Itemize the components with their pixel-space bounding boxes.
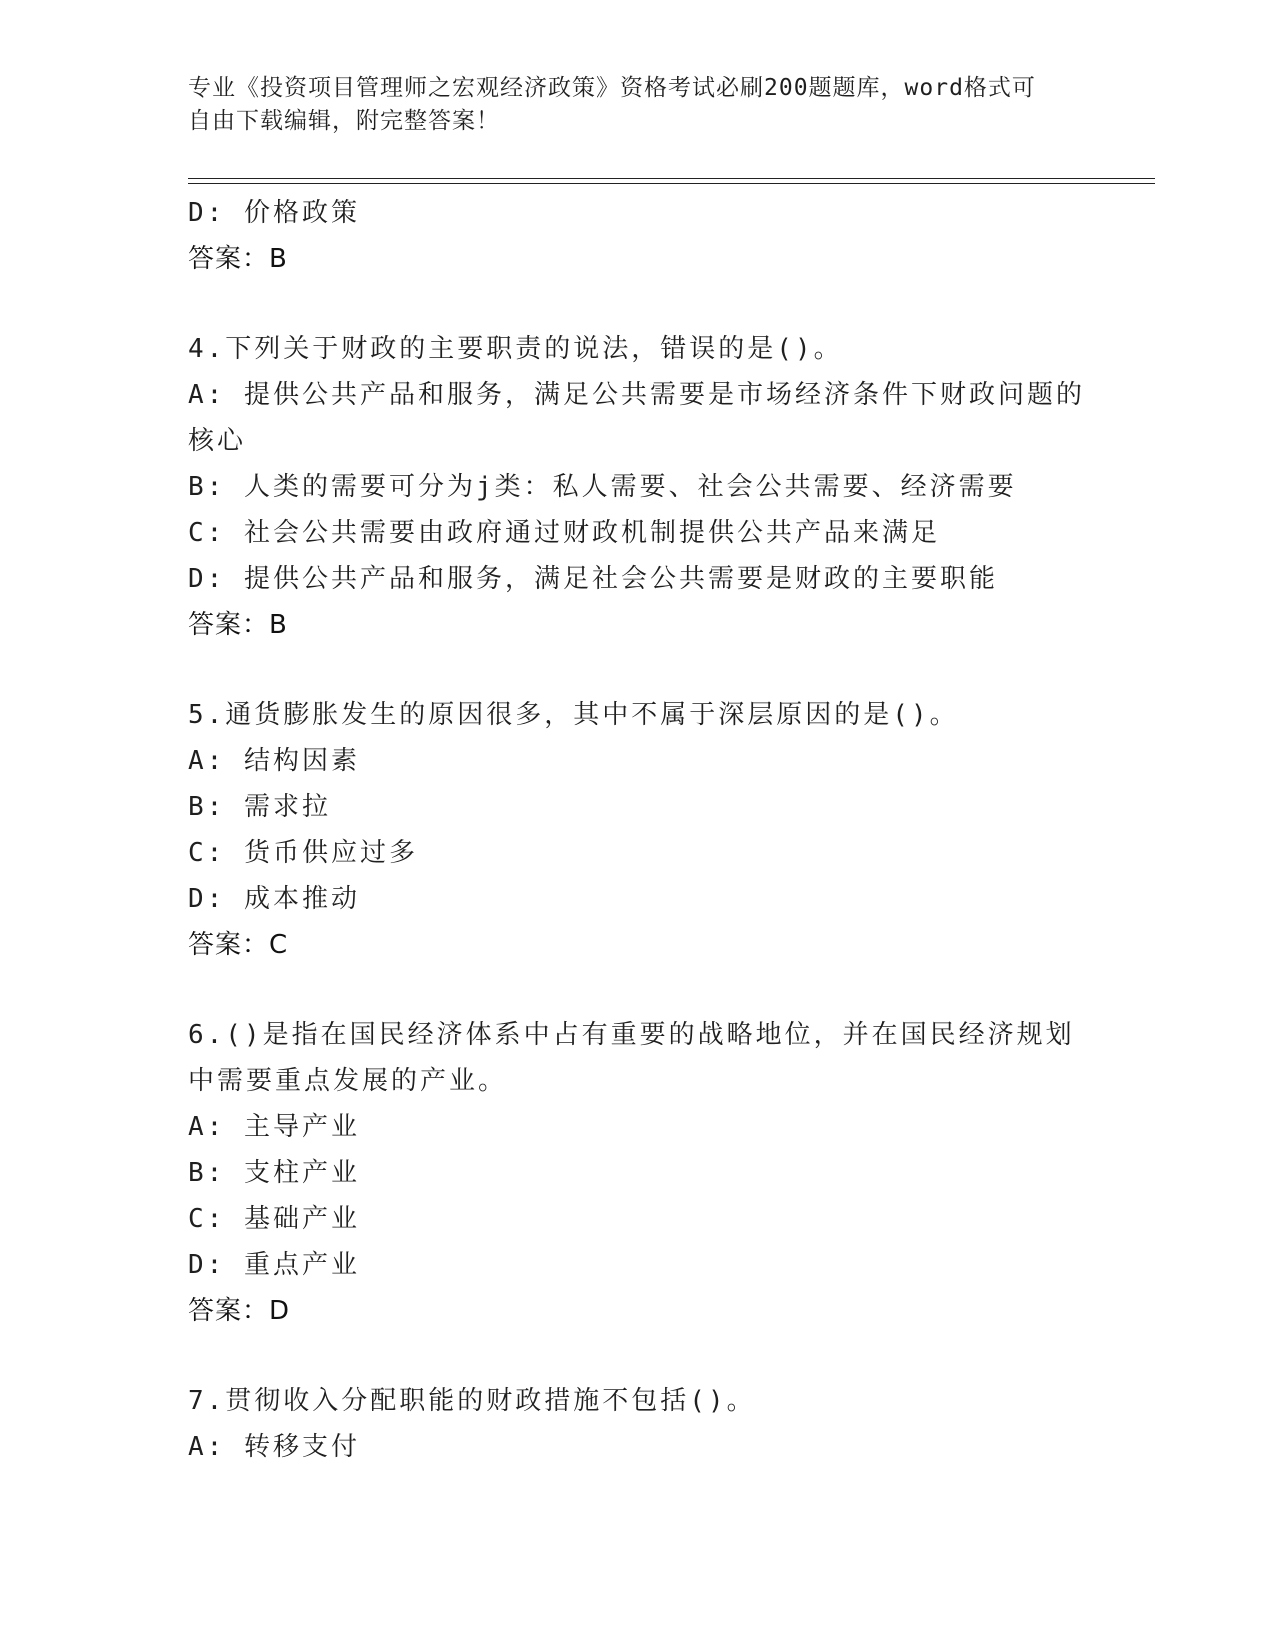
question-stem: 5.通货膨胀发生的原因很多，其中不属于深层原因的是()。 [188, 700, 959, 730]
question-stem: 6.()是指在国民经济体系中占有重要的战略地位，并在国民经济规划 [188, 1020, 1075, 1050]
spacer [188, 282, 1148, 326]
answer-line: 答案：B [188, 244, 288, 274]
question-4 [188, 326, 1148, 648]
header-line-1: 专业《投资项目管理师之宏观经济政策》资格考试必刷200题题库，word格式可 [188, 75, 1036, 101]
spacer [188, 648, 1148, 692]
header-divider-top [188, 178, 1155, 179]
option-a: A: 主导产业 [188, 1112, 360, 1142]
question-5 [188, 692, 1148, 968]
answer-line: 答案：B [188, 610, 288, 640]
header-divider-bottom [188, 183, 1155, 184]
answer-line: 答案：D [188, 1296, 291, 1326]
option-b: B: 需求拉 [188, 792, 331, 822]
option-d: D: 价格政策 [188, 198, 360, 228]
question-list [188, 190, 1148, 1470]
question-7 [188, 1378, 1148, 1470]
option-b: B: 支柱产业 [188, 1158, 360, 1188]
option-d: D: 提供公共产品和服务，满足社会公共需要是财政的主要职能 [188, 564, 998, 594]
header-line-2: 自由下载编辑，附完整答案！ [188, 108, 500, 134]
option-a-continuation: 核心 [188, 426, 247, 456]
option-b: B: 人类的需要可分为j类：私人需要、社会公共需要、经济需要 [188, 472, 1017, 502]
answer-line: 答案：C [188, 930, 289, 960]
spacer [188, 1334, 1148, 1378]
question-6 [188, 1012, 1148, 1334]
spacer [188, 968, 1148, 1012]
option-c: C: 社会公共需要由政府通过财政机制提供公共产品来满足 [188, 518, 940, 548]
question-partial [188, 190, 1148, 282]
document-header [188, 72, 1068, 138]
option-d: D: 成本推动 [188, 884, 360, 914]
option-a: A: 转移支付 [188, 1432, 360, 1462]
question-stem-continuation: 中需要重点发展的产业。 [188, 1066, 508, 1096]
option-a: A: 提供公共产品和服务，满足公共需要是市场经济条件下财政问题的 [188, 380, 1085, 410]
option-d: D: 重点产业 [188, 1250, 360, 1280]
option-c: C: 基础产业 [188, 1204, 360, 1234]
option-c: C: 货币供应过多 [188, 838, 418, 868]
question-stem: 7.贯彻收入分配职能的财政措施不包括()。 [188, 1386, 756, 1416]
question-stem: 4.下列关于财政的主要职责的说法，错误的是()。 [188, 334, 843, 364]
option-a: A: 结构因素 [188, 746, 360, 776]
